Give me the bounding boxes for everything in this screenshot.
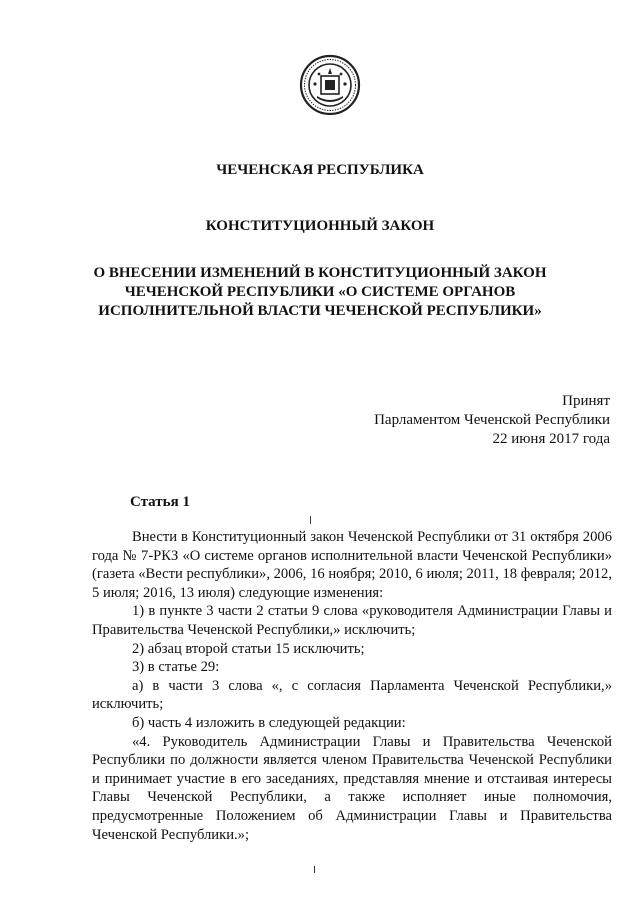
article-body: [92, 528, 612, 844]
law-title-line: ИСПОЛНИТЕЛЬНОЙ ВЛАСТИ ЧЕЧЕНСКОЙ РЕСПУБЛИКИ»: [98, 303, 542, 319]
article-paragraph: Внести в Конституционный закон Чеченской Республики от 31 октября 2006 года № 7-РКЗ «О системе органов исполнительной власти Чеченской Республики» (газета «Вести республики», 2006, 16 ноября; 2010, 6 июля; 2011, 18 февраля; 2012, 5 июля; 2016, 13 июля) следующие изменения:: [92, 529, 612, 601]
adoption-block: [374, 392, 610, 449]
law-title-line: О ВНЕСЕНИИ ИЗМЕНЕНИЙ В КОНСТИТУЦИОННЫЙ ЗАКОН: [93, 265, 547, 281]
article-paragraph: 3) в статье 29:: [132, 659, 220, 676]
coat-of-arms-emblem: [299, 54, 361, 116]
article-paragraph: 1) в пункте 3 части 2 статьи 9 слова «руководителя Администрации Главы и Правительства Чеченской Республики,» исключить;: [92, 603, 612, 638]
adoption-body: Парламентом Чеченской Республики: [374, 412, 610, 428]
adoption-date: 22 июня 2017 года: [492, 431, 610, 447]
law-title-line: ЧЕЧЕНСКОЙ РЕСПУБЛИКИ «О СИСТЕМЕ ОРГАНОВ: [124, 284, 516, 300]
article-paragraph: б) часть 4 изложить в следующей редакции:: [132, 714, 406, 731]
article-paragraph: а) в части 3 слова «, с согласия Парламента Чеченской Республики,» исключить;: [92, 677, 612, 713]
article-paragraph: 2) абзац второй статьи 15 исключить;: [132, 640, 365, 657]
scan-mark: [310, 516, 311, 524]
article-heading: Статья 1: [130, 494, 190, 510]
law-title: [0, 264, 640, 321]
republic-heading: ЧЕЧЕНСКАЯ РЕСПУБЛИКА: [216, 162, 424, 178]
adoption-label: Принят: [562, 393, 610, 409]
article-paragraph: «4. Руководитель Администрации Главы и Правительства Чеченской Республики по должности является членом Правительства Чеченской Республики и принимает участие в его заседаниях, представляя мнение и отстаивая интересы Главы Чеченской Республики, а также исполняет иные полномочия, предусмотренные Положением об Администрации Главы и Правительства Чеченской Республики.»;: [92, 733, 612, 843]
page-mark: [314, 866, 315, 873]
document-type-heading: КОНСТИТУЦИОННЫЙ ЗАКОН: [205, 218, 435, 234]
